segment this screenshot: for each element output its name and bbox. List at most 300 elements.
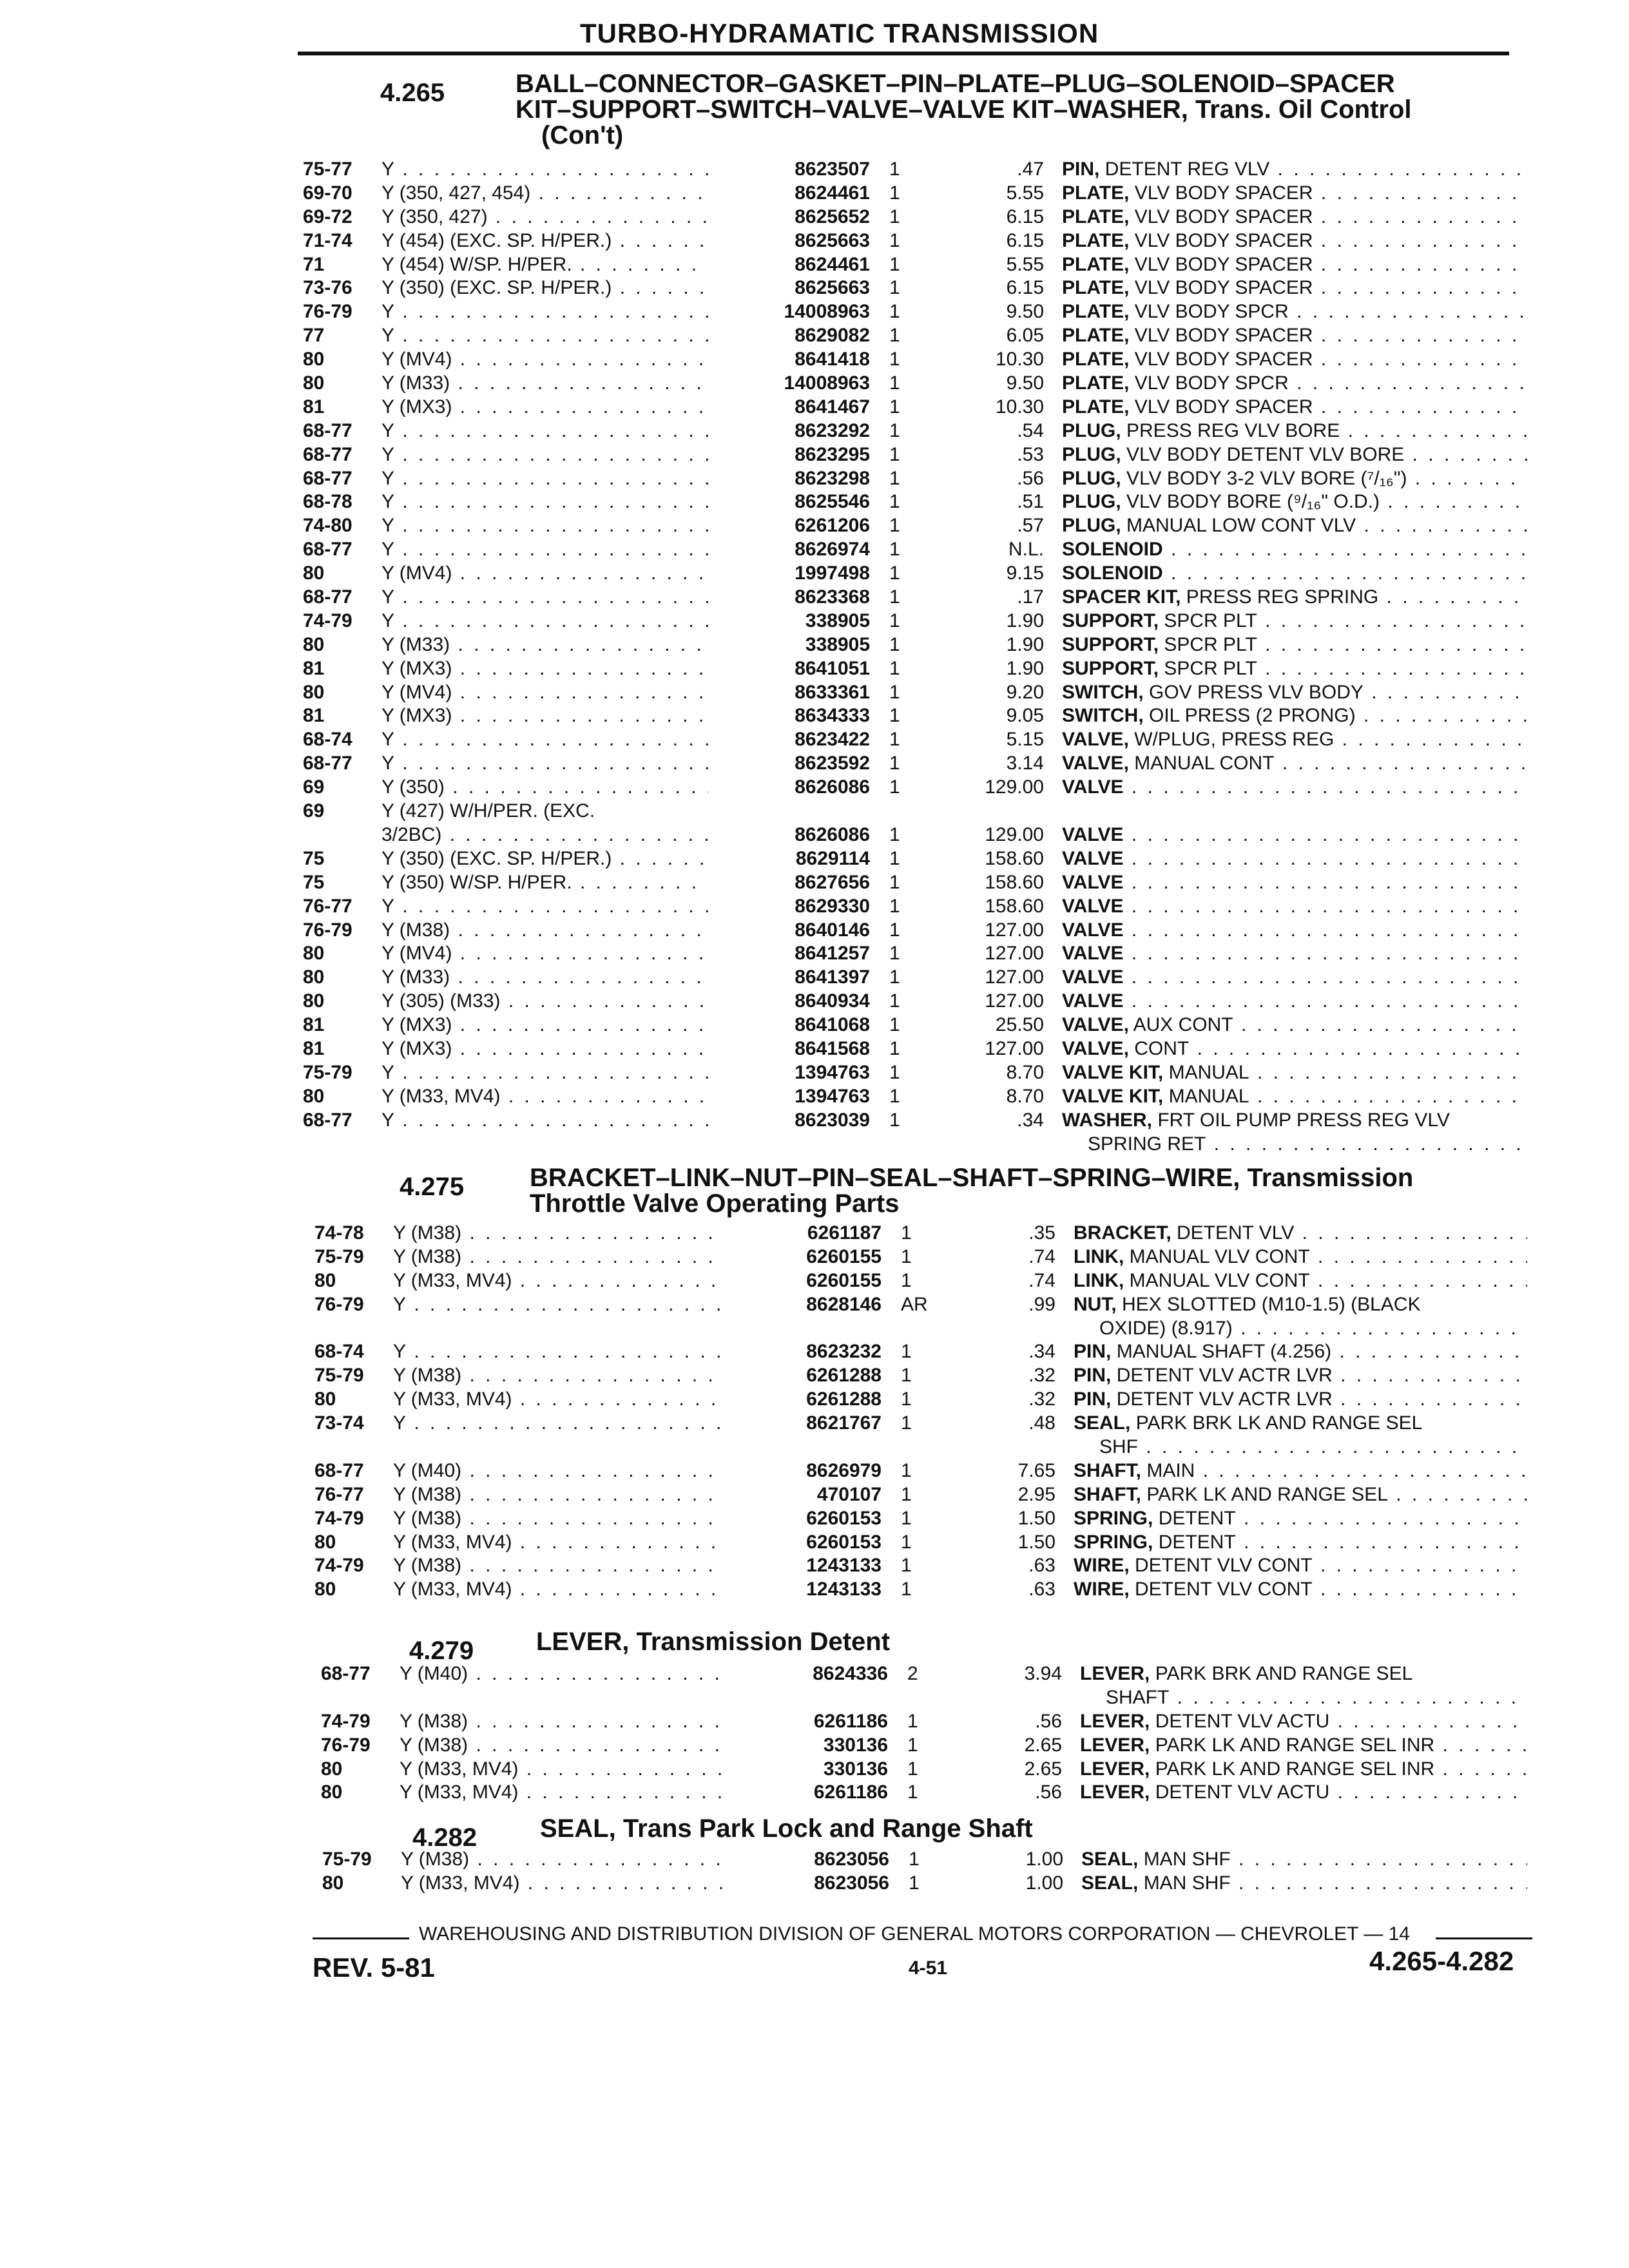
price: .32 <box>1028 1365 1055 1387</box>
quantity: 1 <box>889 443 900 465</box>
parts-row <box>0 895 1629 919</box>
part-number: 330136 <box>823 1758 888 1780</box>
description-noun: LINK, <box>1074 1245 1124 1267</box>
price: 6.05 <box>1006 325 1044 347</box>
model-year: 80 <box>303 633 325 655</box>
section-number: 4.279 <box>409 1637 474 1665</box>
description-noun: SEAL, <box>1074 1412 1131 1434</box>
part-number: 1243133 <box>806 1555 882 1577</box>
application: Y (427) W/H/PER. (EXC. <box>381 800 595 822</box>
quantity: 1 <box>889 990 900 1012</box>
section-title-line: Throttle Valve Operating Parts <box>530 1189 900 1218</box>
description-noun: PLATE, <box>1062 206 1130 227</box>
description-noun: VALVE <box>1062 847 1124 869</box>
quantity: 1 <box>889 182 900 204</box>
price: 1.90 <box>1006 610 1044 631</box>
description-noun: WASHER, <box>1062 1109 1153 1131</box>
quantity: 1 <box>901 1365 912 1387</box>
application: Y . . . <box>381 728 709 752</box>
application: Y (MX3) . . . <box>381 1037 709 1061</box>
model-year: 68-74 <box>303 729 352 751</box>
application: Y (305) (M33) . . . <box>381 990 709 1014</box>
description <box>1062 966 1527 990</box>
description: PLUG, VLV BODY 3-2 VLV BORE (⁷/₁₆") . . . <box>1062 467 1527 491</box>
parts-table <box>0 1662 1629 1805</box>
part-number: 8629330 <box>795 895 870 917</box>
part-number: 8640146 <box>795 919 870 941</box>
part-number: 6260155 <box>806 1245 882 1267</box>
price: 1.50 <box>1017 1507 1055 1529</box>
quantity: 1 <box>889 610 900 631</box>
price: .32 <box>1028 1389 1055 1410</box>
description: PLUG, VLV BODY BORE (⁹/₁₆" O.D.) . . . <box>1062 490 1527 514</box>
description <box>1062 871 1527 895</box>
description-noun: SPACER KIT, <box>1062 586 1181 608</box>
model-year: 69 <box>303 800 325 822</box>
section-title-line: SEAL, Trans Park Lock and Range Shaft <box>540 1814 1033 1843</box>
parts-row <box>0 1061 1629 1085</box>
model-year: 75-79 <box>314 1365 364 1387</box>
model-year: 75-79 <box>303 1061 352 1083</box>
part-number: 330136 <box>823 1734 888 1756</box>
parts-row <box>0 158 1629 182</box>
description: VALVE KIT, MANUAL . . . <box>1062 1085 1527 1109</box>
parts-row <box>0 871 1629 895</box>
part-number: 6261206 <box>795 515 870 537</box>
part-number: 8626086 <box>795 776 870 798</box>
description-noun: SOLENOID <box>1062 562 1163 584</box>
description: PIN, DETENT REG VLV . . . <box>1062 158 1527 182</box>
parts-row <box>0 800 1629 823</box>
model-year: 74-79 <box>303 610 352 631</box>
model-year: 81 <box>303 396 325 418</box>
description-noun: VALVE <box>1062 943 1124 965</box>
description-noun: SWITCH, <box>1062 705 1144 727</box>
price: 158.60 <box>985 895 1044 917</box>
parts-row <box>0 253 1629 277</box>
price: .47 <box>1017 159 1044 180</box>
quantity: 1 <box>889 467 900 489</box>
model-year: 75-79 <box>314 1245 364 1267</box>
quantity: 1 <box>889 633 900 655</box>
description: SEAL, MAN SHF . . . <box>1081 1872 1527 1896</box>
quantity: 1 <box>889 586 900 608</box>
description-continuation: SHF . . . <box>1099 1436 1527 1459</box>
parts-row <box>0 419 1629 443</box>
price: 9.05 <box>1006 705 1044 727</box>
parts-row <box>0 1037 1629 1061</box>
model-year: 69 <box>303 776 325 798</box>
part-number: 8626974 <box>795 539 870 561</box>
model-year: 68-77 <box>314 1459 364 1481</box>
description-noun: SHAFT, <box>1074 1483 1141 1505</box>
description-noun: SEAL, <box>1081 1849 1139 1870</box>
header-rule <box>298 52 1509 55</box>
parts-row <box>0 229 1629 253</box>
description-noun: NUT, <box>1074 1293 1117 1315</box>
part-number: 6261187 <box>807 1222 882 1244</box>
parts-row-continuation <box>0 1686 1629 1710</box>
model-year: 77 <box>303 325 325 347</box>
parts-row <box>0 966 1629 990</box>
part-number: 8641467 <box>795 396 870 418</box>
part-number: 6261288 <box>806 1365 882 1387</box>
application: Y (MV4) . . . <box>381 348 709 372</box>
description <box>1062 990 1527 1014</box>
part-number: 8623295 <box>795 443 870 465</box>
description: PLATE, VLV BODY SPACER . . . <box>1062 253 1527 277</box>
description-noun: PLATE, <box>1062 182 1130 204</box>
parts-table <box>0 158 1629 1156</box>
quantity: 1 <box>909 1872 920 1894</box>
quantity: 1 <box>901 1579 912 1600</box>
application: Y . . . <box>381 300 709 324</box>
quantity: 1 <box>901 1245 912 1267</box>
model-year: 75 <box>303 871 325 893</box>
price: 6.15 <box>1006 277 1044 299</box>
parts-row <box>0 324 1629 348</box>
model-year: 74-80 <box>303 515 352 537</box>
application: Y (MX3) . . . <box>381 657 709 681</box>
quantity: 1 <box>889 515 900 537</box>
parts-row <box>0 728 1629 752</box>
model-year: 73-74 <box>314 1412 364 1434</box>
model-year: 73-76 <box>303 277 352 299</box>
description: SWITCH, OIL PRESS (2 PRONG) . . . <box>1062 704 1527 728</box>
model-year: 75-79 <box>322 1849 372 1870</box>
model-year: 69-70 <box>303 182 352 204</box>
description: LEVER, PARK LK AND RANGE SEL INR . . . <box>1080 1734 1527 1758</box>
parts-row <box>0 562 1629 586</box>
part-number: 1394763 <box>795 1061 870 1083</box>
price: .56 <box>1035 1782 1062 1803</box>
application: Y (M33, MV4) . . . <box>400 1781 727 1805</box>
quantity: 1 <box>889 562 900 584</box>
quantity: 1 <box>889 301 900 323</box>
model-year: 74-79 <box>314 1507 364 1529</box>
price: 6.15 <box>1006 206 1044 227</box>
description: PLATE, VLV BODY SPACER . . . <box>1062 324 1527 348</box>
quantity: 1 <box>889 705 900 727</box>
application: Y (350) (EXC. SP. H/PER.) . . . <box>381 847 709 871</box>
model-year: 80 <box>322 1872 344 1894</box>
section-number: 4.275 <box>400 1173 465 1201</box>
quantity: 1 <box>889 729 900 751</box>
description-noun: SWITCH, <box>1062 681 1144 703</box>
description-continuation: OXIDE) (8.917) . . . <box>1099 1317 1527 1341</box>
application: Y (M33, MV4) . . . <box>400 1758 727 1782</box>
description: PIN, MANUAL SHAFT (4.256) . . . <box>1074 1340 1527 1364</box>
model-year: 75-77 <box>303 159 352 180</box>
footer-section-range: 4.265-4.282 <box>1369 1946 1514 1976</box>
application: Y . . . <box>393 1340 720 1364</box>
description <box>1062 823 1527 847</box>
part-number: 470107 <box>816 1483 882 1505</box>
description-noun: SEAL, <box>1081 1872 1139 1894</box>
description-noun: VALVE KIT, <box>1062 1061 1164 1083</box>
quantity: 1 <box>889 206 900 227</box>
price: 1.50 <box>1017 1531 1055 1553</box>
quantity: 1 <box>889 657 900 679</box>
application: Y . . . <box>381 443 709 467</box>
description-noun: VALVE <box>1062 776 1124 798</box>
description: PLATE, VLV BODY SPACER . . . <box>1062 206 1527 229</box>
description: PLATE, VLV BODY SPACER . . . <box>1062 276 1527 300</box>
parts-row <box>0 538 1629 562</box>
quantity: 1 <box>889 1085 900 1107</box>
description-noun: PLUG, <box>1062 443 1121 465</box>
part-number: 1243133 <box>806 1579 882 1600</box>
price: 127.00 <box>985 1037 1044 1059</box>
description-noun: VALVE <box>1062 823 1124 845</box>
part-number: 8623592 <box>795 753 870 774</box>
description-noun: LEVER, <box>1080 1734 1150 1756</box>
section-number: 4.282 <box>412 1823 477 1852</box>
description-noun: VALVE, <box>1062 1037 1129 1059</box>
description <box>1062 942 1527 966</box>
description <box>1062 847 1527 871</box>
price: 3.94 <box>1024 1663 1062 1684</box>
price: .74 <box>1028 1269 1055 1291</box>
description-noun: LEVER, <box>1080 1782 1150 1803</box>
model-year: 80 <box>303 1085 325 1107</box>
application: Y (454) W/SP. H/PER. . . . <box>381 253 709 277</box>
section-title-line: KIT–SUPPORT–SWITCH–VALVE–VALVE KIT–WASHER, Trans. Oil Control <box>516 95 1412 124</box>
part-number: 8641068 <box>795 1014 870 1036</box>
application: Y . . . <box>381 1109 709 1133</box>
application: Y (M33, MV4) . . . <box>393 1269 720 1293</box>
application: Y (M33, MV4) . . . <box>381 1085 709 1109</box>
section-number: 4.265 <box>380 79 445 107</box>
price: 1.90 <box>1006 657 1044 679</box>
part-number: 8641418 <box>795 349 870 370</box>
application: Y . . . <box>381 324 709 348</box>
quantity: 1 <box>889 776 900 798</box>
description: SUPPORT, SPCR PLT . . . <box>1062 610 1527 633</box>
price: 9.15 <box>1006 562 1044 584</box>
parts-row <box>0 1340 1629 1364</box>
section-title-line: LEVER, Transmission Detent <box>536 1628 891 1656</box>
quantity: 1 <box>889 277 900 299</box>
description-noun: WIRE, <box>1074 1555 1130 1577</box>
parts-row <box>0 1662 1629 1686</box>
model-year: 76-79 <box>314 1293 364 1315</box>
part-number: 6261186 <box>813 1710 888 1732</box>
description: WASHER, FRT OIL PUMP PRESS REG VLV <box>1062 1109 1450 1131</box>
application: Y (M33) . . . <box>381 372 709 396</box>
model-year: 76-79 <box>303 301 352 323</box>
parts-row <box>0 1459 1629 1483</box>
part-number: 8623298 <box>795 467 870 489</box>
model-year: 76-79 <box>303 919 352 941</box>
part-number: 8623507 <box>795 159 870 180</box>
model-year: 80 <box>314 1389 336 1410</box>
parts-row <box>0 1781 1629 1805</box>
description: VALVE, MANUAL CONT . . . <box>1062 752 1527 776</box>
description-noun: PLUG, <box>1062 515 1121 537</box>
description-noun: VALVE <box>1062 990 1124 1012</box>
description-noun: PLATE, <box>1062 396 1130 418</box>
application: Y . . . <box>393 1412 720 1436</box>
description: PLUG, VLV BODY DETENT VLV BORE . . . <box>1062 443 1527 467</box>
parts-row <box>0 1507 1629 1531</box>
parts-row <box>0 990 1629 1014</box>
parts-row <box>0 919 1629 943</box>
price: 127.00 <box>985 990 1044 1012</box>
model-year: 68-74 <box>314 1341 364 1363</box>
application: Y (MX3) . . . <box>381 704 709 728</box>
description-continuation: SHAFT . . . <box>1106 1686 1527 1710</box>
price: .48 <box>1028 1412 1055 1434</box>
part-number: 8624461 <box>795 182 870 204</box>
parts-row <box>0 1293 1629 1317</box>
quantity: 1 <box>889 966 900 988</box>
description: VALVE, AUX CONT . . . <box>1062 1014 1527 1037</box>
price: 1.00 <box>1025 1849 1063 1870</box>
quantity: AR <box>901 1293 928 1315</box>
application: Y (M38) . . . <box>393 1554 720 1578</box>
part-number: 6261288 <box>806 1389 882 1410</box>
quantity: 1 <box>889 253 900 275</box>
parts-row <box>0 657 1629 681</box>
part-number: 8623292 <box>795 419 870 441</box>
description-noun: PIN, <box>1062 159 1100 180</box>
page-title: TURBO-HYDRAMATIC TRANSMISSION <box>580 18 1099 48</box>
price: .34 <box>1028 1341 1055 1363</box>
application: Y (M40) . . . <box>400 1662 727 1686</box>
description <box>1062 895 1527 919</box>
model-year: 68-78 <box>303 491 352 513</box>
part-number: 1394763 <box>795 1085 870 1107</box>
price: 5.15 <box>1006 729 1044 751</box>
footer-page-number: 4-51 <box>909 1957 948 1979</box>
parts-row <box>0 490 1629 514</box>
model-year: 81 <box>303 705 325 727</box>
description-noun: PIN, <box>1074 1365 1112 1387</box>
description: PLATE, VLV BODY SPCR . . . <box>1062 300 1527 324</box>
parts-row <box>0 1758 1629 1782</box>
part-number: 6260153 <box>806 1531 882 1553</box>
part-number: 8641397 <box>795 966 870 988</box>
application: 3/2BC) . . . <box>381 823 709 847</box>
parts-row <box>0 586 1629 610</box>
application: Y (MV4) . . . <box>381 562 709 586</box>
description: SPRING, DETENT . . . <box>1074 1507 1527 1531</box>
description: SUPPORT, SPCR PLT . . . <box>1062 657 1527 681</box>
description: WIRE, DETENT VLV CONT . . . <box>1074 1554 1527 1578</box>
model-year: 81 <box>303 657 325 679</box>
model-year: 68-77 <box>303 419 352 441</box>
model-year: 71 <box>303 253 325 275</box>
quantity: 1 <box>907 1734 918 1756</box>
parts-row <box>0 1222 1629 1245</box>
quantity: 1 <box>909 1849 920 1870</box>
part-number: 8629114 <box>795 847 870 869</box>
price: 5.55 <box>1006 253 1044 275</box>
quantity: 1 <box>907 1758 918 1780</box>
application: Y (M40) . . . <box>393 1459 720 1483</box>
description: PLATE, VLV BODY SPCR . . . <box>1062 372 1527 396</box>
description-noun: SPRING, <box>1074 1507 1153 1529</box>
model-year: 80 <box>303 562 325 584</box>
parts-row <box>0 1848 1629 1872</box>
model-year: 68-77 <box>321 1663 371 1684</box>
description: LEVER, DETENT VLV ACTU . . . <box>1080 1710 1527 1734</box>
price: 158.60 <box>985 871 1044 893</box>
quantity: 1 <box>889 159 900 180</box>
parts-row <box>0 752 1629 776</box>
description: SWITCH, GOV PRESS VLV BODY . . . <box>1062 681 1527 705</box>
part-number: 8641051 <box>795 657 870 679</box>
application: Y (M33, MV4) . . . <box>393 1531 720 1555</box>
application: Y (MV4) . . . <box>381 681 709 705</box>
description: VALVE, CONT . . . <box>1062 1037 1527 1061</box>
description-noun: LEVER, <box>1080 1758 1150 1780</box>
parts-row-continuation <box>0 1436 1629 1459</box>
description-noun: VALVE, <box>1062 729 1129 751</box>
model-year: 80 <box>303 372 325 394</box>
description: PLATE, VLV BODY SPACER . . . <box>1062 182 1527 206</box>
quantity: 1 <box>889 419 900 441</box>
price: 2.95 <box>1017 1483 1055 1505</box>
application: Y . . . <box>381 538 709 562</box>
application: Y (454) (EXC. SP. H/PER.) . . . <box>381 229 709 253</box>
application: Y (M33, MV4) . . . <box>393 1578 720 1602</box>
quantity: 1 <box>901 1531 912 1553</box>
part-number: 1997498 <box>795 562 870 584</box>
price: 1.90 <box>1006 633 1044 655</box>
price: 9.50 <box>1006 301 1044 323</box>
part-number: 6261186 <box>813 1782 888 1803</box>
price: 8.70 <box>1006 1061 1044 1083</box>
description-noun: PLATE, <box>1062 277 1130 299</box>
model-year: 74-79 <box>314 1555 364 1577</box>
price: 9.20 <box>1006 681 1044 703</box>
description-noun: PLATE, <box>1062 349 1130 370</box>
parts-row <box>0 1412 1629 1436</box>
description: LINK, MANUAL VLV CONT . . . <box>1074 1245 1527 1269</box>
quantity: 1 <box>901 1222 912 1244</box>
price: 9.50 <box>1006 372 1044 394</box>
description: LINK, MANUAL VLV CONT . . . <box>1074 1269 1527 1293</box>
parts-table <box>0 1222 1629 1602</box>
quantity: 1 <box>901 1555 912 1577</box>
application: Y (350) . . . <box>381 776 709 800</box>
price: 129.00 <box>985 776 1044 798</box>
model-year: 80 <box>303 681 325 703</box>
parts-row-continuation <box>0 1133 1629 1157</box>
parts-row <box>0 1531 1629 1555</box>
description: SEAL, PARK BRK LK AND RANGE SEL <box>1074 1412 1423 1434</box>
description-noun: BRACKET, <box>1074 1222 1171 1244</box>
application: Y (350, 427, 454) . . . <box>381 182 709 206</box>
application: Y (M38) . . . <box>401 1848 728 1872</box>
part-number: 14008963 <box>784 372 870 394</box>
description <box>1062 562 1527 586</box>
quantity: 1 <box>889 349 900 370</box>
model-year: 81 <box>303 1037 325 1059</box>
quantity: 1 <box>889 1037 900 1059</box>
description <box>1062 776 1527 800</box>
quantity: 1 <box>889 1014 900 1036</box>
footer-rule-left <box>313 1937 409 1939</box>
description: PLUG, PRESS REG VLV BORE . . . <box>1062 419 1527 443</box>
application: Y (350) W/SP. H/PER. . . . <box>381 871 709 895</box>
price: .34 <box>1017 1109 1044 1131</box>
part-number: 8623422 <box>795 729 870 751</box>
description-continuation: SPRING RET . . . <box>1088 1133 1527 1157</box>
parts-row <box>0 514 1629 538</box>
